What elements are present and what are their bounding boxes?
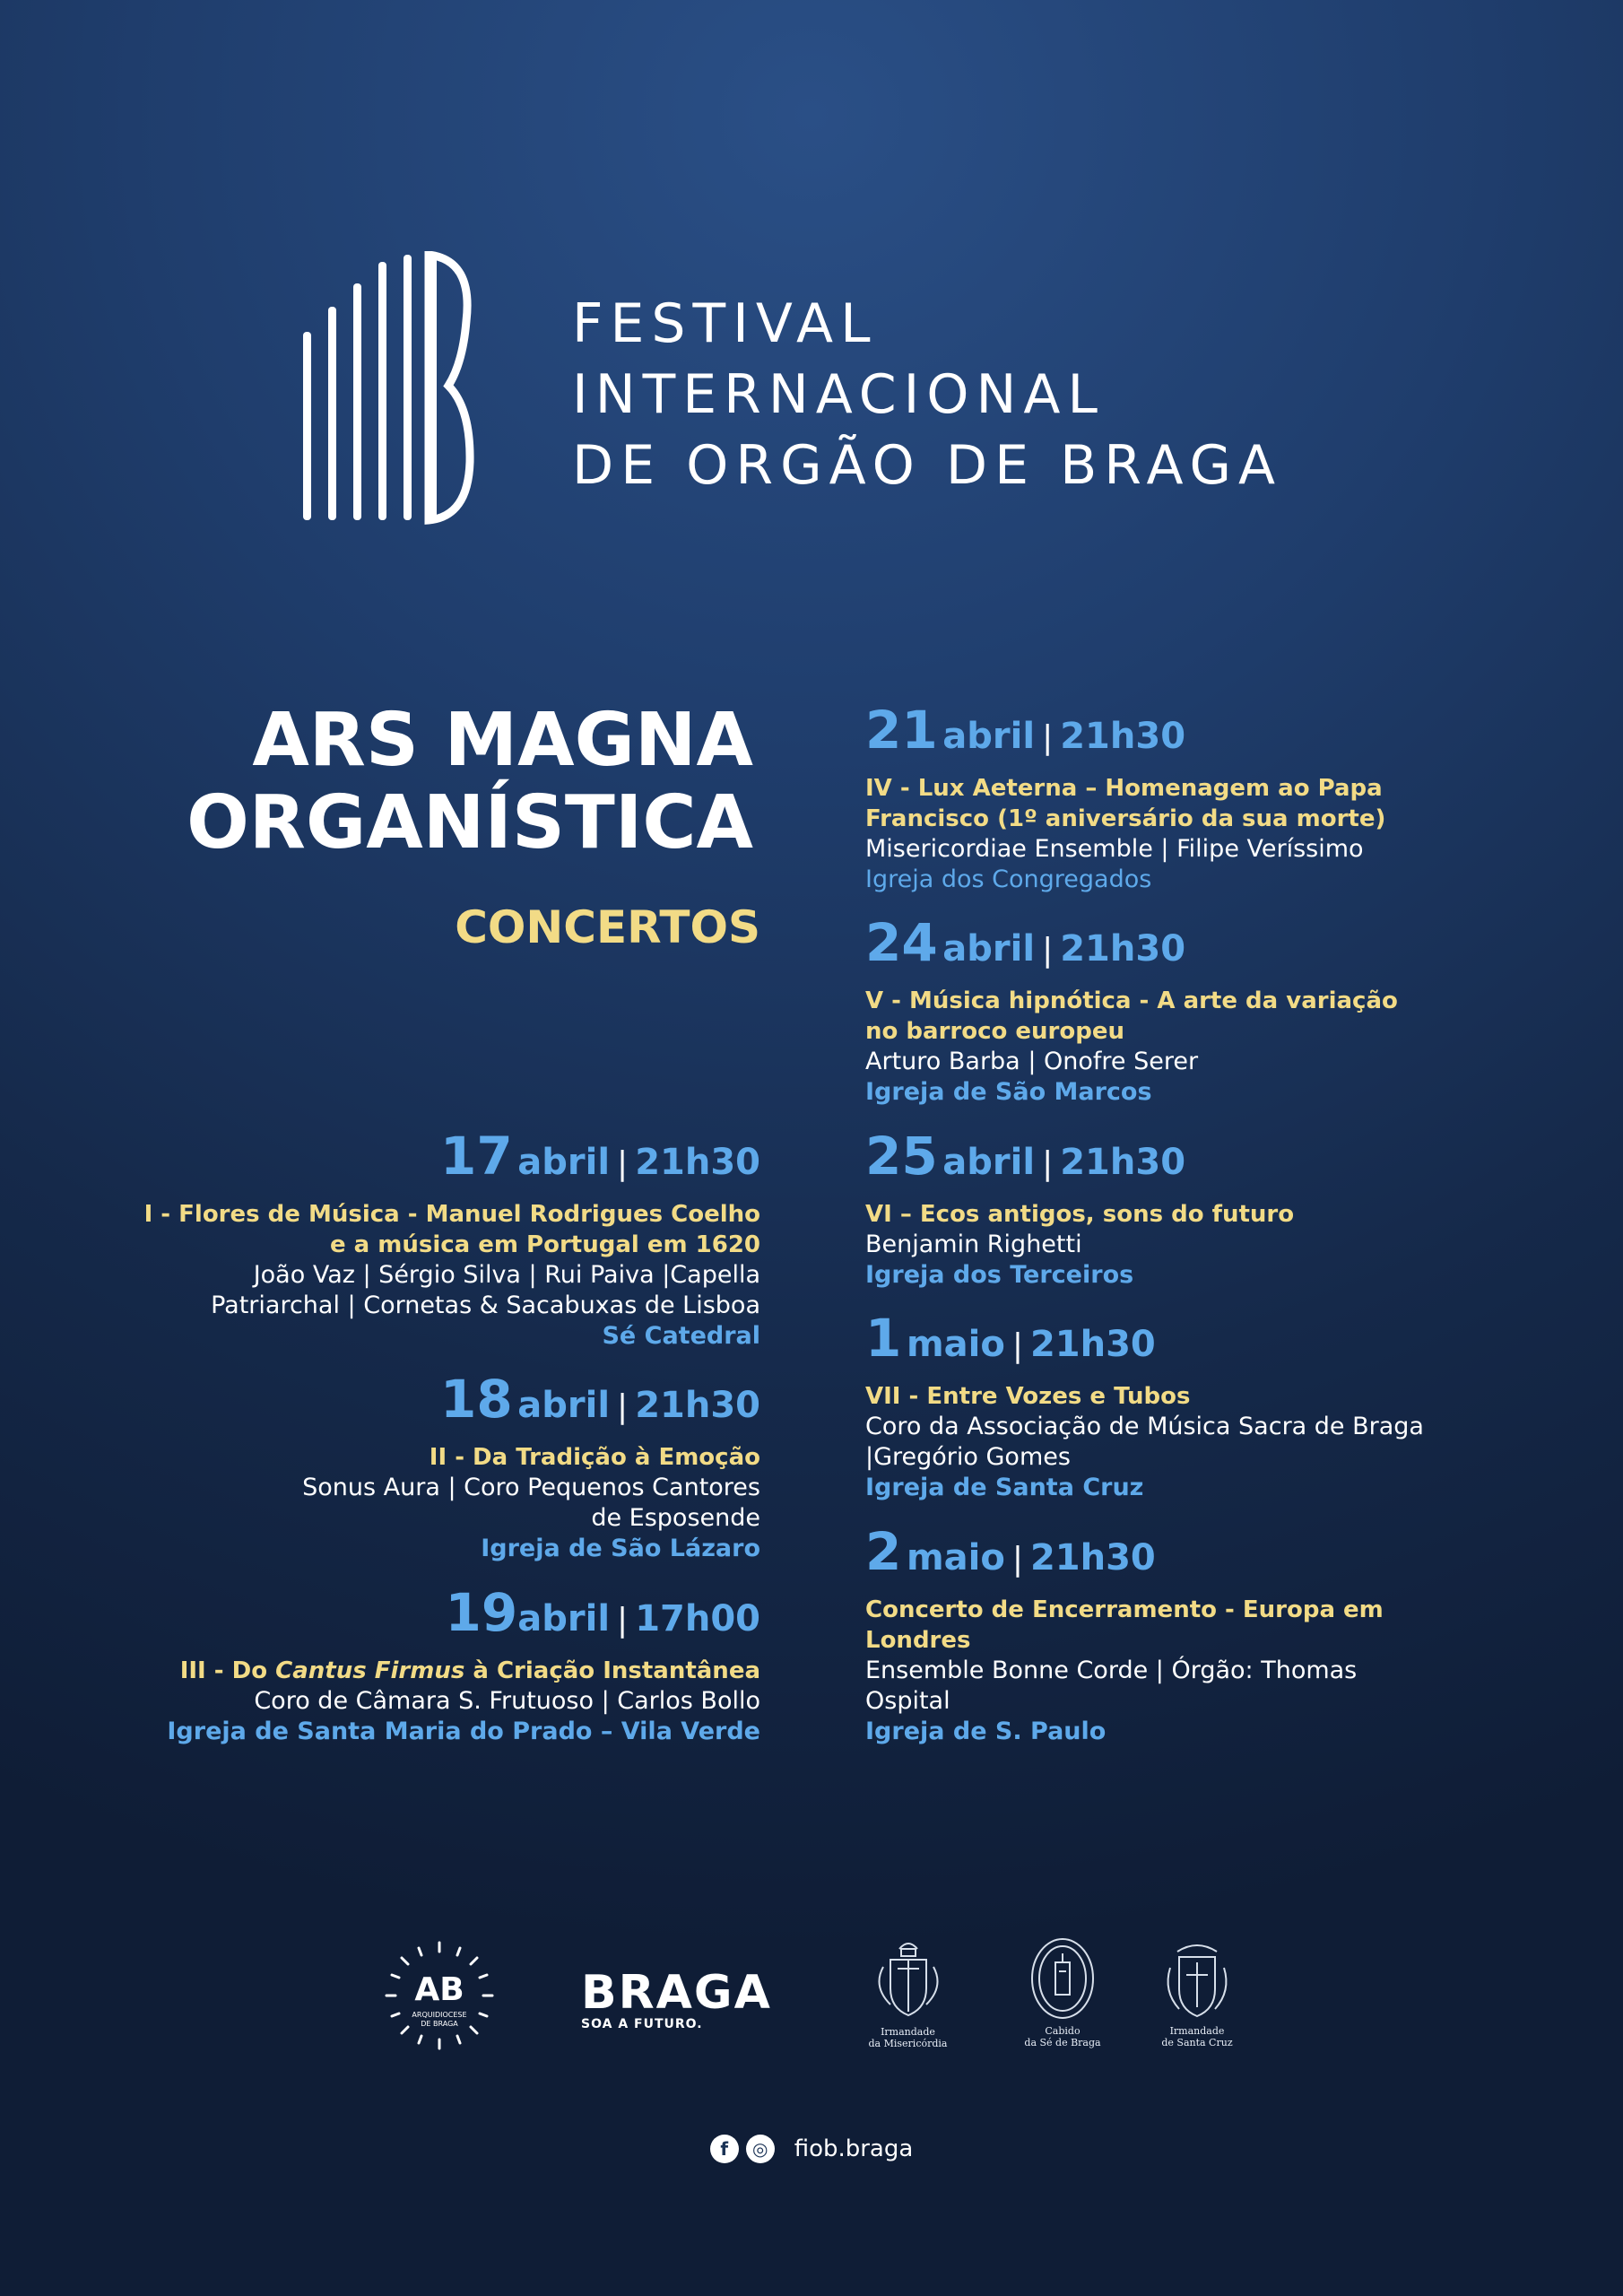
braga-wordmark: BRAGA: [581, 1966, 772, 2020]
concert-time: 17h00: [635, 1598, 760, 1639]
concert-venue: Igreja dos Congregados: [865, 865, 1152, 893]
concert-month: abril: [517, 1142, 611, 1183]
concert-title-line: Londres: [865, 1627, 971, 1654]
concert-performers: Misericordiae Ensemble | Filipe Veríssimo: [865, 835, 1364, 863]
concert-21-abril: [865, 700, 1385, 895]
cabido-logo: [1018, 1935, 1107, 2048]
concert-month: abril: [942, 1142, 1036, 1183]
concert-24-abril: [865, 913, 1398, 1108]
concert-venue: Sé Catedral: [602, 1322, 760, 1350]
arquidiocese-caption: ARQUIDIOCESE: [412, 2011, 467, 2019]
concert-performers: Ospital: [865, 1687, 950, 1715]
festival-title-line2: INTERNACIONAL: [572, 363, 1105, 426]
concert-time: 21h30: [1029, 1537, 1156, 1578]
concert-title-line: V - Música hipnótica - A arte da variação: [865, 987, 1398, 1014]
concert-day: 19: [445, 1582, 518, 1643]
santa-cruz-caption: Irmandade: [1169, 2025, 1225, 2037]
concert-title-line: III - Do Cantus Firmus à Criação Instantânea: [179, 1657, 760, 1684]
concert-17-abril: [144, 1126, 760, 1352]
concert-performers: de Esposende: [591, 1504, 760, 1532]
misericordia-caption: da Misericórdia: [868, 2038, 948, 2049]
concert-day: 24: [865, 912, 938, 973]
concert-day: 21: [865, 700, 938, 761]
concert-time: 21h30: [1060, 1142, 1186, 1183]
program-title: [187, 700, 753, 865]
concert-performers: Coro de Câmara S. Frutuoso | Carlos Bollo: [254, 1687, 760, 1715]
concert-month: abril: [942, 928, 1036, 970]
concert-time: 21h30: [635, 1385, 760, 1426]
arquidiocese-caption: DE BRAGA: [421, 2020, 458, 2028]
concert-time: 21h30: [635, 1142, 760, 1183]
santa-cruz-caption: de Santa Cruz: [1161, 2037, 1233, 2048]
concert-date: 18 abril | 21h30: [439, 1369, 760, 1430]
braga-logo: [581, 1966, 787, 2031]
concert-title-line: VI – Ecos antigos, sons do futuro: [865, 1201, 1295, 1228]
concert-performers: Ensemble Bonne Corde | Órgão: Thomas: [865, 1657, 1358, 1684]
concert-title-line: Concerto de Encerramento - Europa em: [865, 1596, 1384, 1623]
concert-2-maio: [865, 1522, 1384, 1747]
santa-cruz-logo: [1152, 1937, 1242, 2048]
social-links: [0, 2135, 1623, 2163]
braga-tagline: SOA A FUTURO.: [581, 2017, 703, 2031]
concert-25-abril: [865, 1126, 1294, 1291]
concert-day: 17: [439, 1126, 513, 1187]
concert-date: 19abril | 17h00: [445, 1582, 760, 1643]
concert-performers: |Gregório Gomes: [865, 1443, 1071, 1471]
concert-performers: Benjamin Righetti: [865, 1231, 1082, 1258]
program-subtitle: CONCERTOS: [455, 901, 760, 953]
concert-19-abril: [167, 1583, 760, 1747]
arquidiocese-logo: [381, 1937, 498, 2054]
concert-day: 25: [865, 1126, 938, 1187]
concert-venue: Igreja dos Terceiros: [865, 1261, 1134, 1289]
concert-performers: Patriarchal | Cornetas & Sacabuxas de Lisboa: [211, 1292, 760, 1319]
concert-title-line: I - Flores de Música - Manuel Rodrigues Coelho: [143, 1201, 760, 1228]
concert-18-abril: [302, 1370, 760, 1564]
concert-venue: Igreja de Santa Cruz: [865, 1474, 1144, 1501]
concert-performers: João Vaz | Sérgio Silva | Rui Paiva |Capella: [253, 1261, 760, 1289]
program-title-line1: ARS MAGNA: [252, 698, 753, 783]
concert-time: 21h30: [1060, 716, 1186, 757]
concert-date: 21 abril | 21h30: [865, 700, 1186, 761]
concert-date: 24 abril | 21h30: [865, 912, 1186, 973]
instagram-icon[interactable]: ◎: [746, 2135, 775, 2163]
cross-shield-icon: [1152, 1937, 1242, 2022]
concert-performers: Sonus Aura | Coro Pequenos Cantores: [302, 1474, 760, 1501]
concert-day: 1: [865, 1308, 902, 1369]
concert-month: abril: [517, 1385, 611, 1426]
concert-venue: Igreja de São Marcos: [865, 1078, 1152, 1106]
cabido-caption: Cabido: [1045, 2025, 1081, 2037]
concert-date: 1 maio | 21h30: [865, 1308, 1156, 1369]
concert-title-line: II - Da Tradição à Emoção: [429, 1444, 760, 1471]
concert-month: maio: [906, 1537, 1005, 1578]
concert-month: maio: [906, 1324, 1005, 1365]
arquidiocese-mark: AB: [414, 1971, 464, 2008]
concert-date: 17 abril | 21h30: [439, 1126, 760, 1187]
seal-icon: [1018, 1935, 1107, 2022]
concert-day: 18: [439, 1369, 513, 1430]
concert-performers: Arturo Barba | Onofre Serer: [865, 1048, 1199, 1075]
social-handle[interactable]: fiob.braga: [794, 2135, 914, 2162]
concert-day: 2: [865, 1521, 902, 1582]
concert-venue: Igreja de Santa Maria do Prado – Vila Verde: [167, 1718, 760, 1745]
concert-venue: Igreja de São Lázaro: [481, 1535, 760, 1562]
program-title-line2: ORGANÍSTICA: [187, 780, 753, 865]
concert-title-line: VII - Entre Vozes e Tubos: [865, 1383, 1191, 1410]
concert-date: 2 maio | 21h30: [865, 1521, 1156, 1582]
concert-venue: Igreja de S. Paulo: [865, 1718, 1107, 1745]
festival-title: [572, 289, 1282, 501]
festival-title-line1: FESTIVAL: [572, 292, 878, 355]
concert-title-line: no barroco europeu: [865, 1018, 1124, 1045]
festival-logo-icon: [296, 251, 475, 525]
facebook-icon[interactable]: f: [710, 2135, 739, 2163]
concert-date: 25 abril | 21h30: [865, 1126, 1186, 1187]
misericordia-caption: Irmandade: [881, 2026, 935, 2038]
cabido-caption: da Sé de Braga: [1024, 2037, 1101, 2048]
concert-time: 21h30: [1060, 928, 1186, 970]
concert-title-line: Francisco (1º aniversário da sua morte): [865, 805, 1386, 832]
coat-of-arms-icon: [864, 1933, 953, 2022]
misericordia-logo: [856, 1933, 959, 2049]
festival-title-line3: DE ORGÃO DE BRAGA: [572, 434, 1283, 497]
concert-month: abril: [517, 1598, 611, 1639]
concert-title-line: IV - Lux Aeterna – Homenagem ao Papa: [865, 775, 1383, 802]
concert-month: abril: [942, 716, 1036, 757]
concert-title-line: e a música em Portugal em 1620: [330, 1231, 760, 1258]
concert-time: 21h30: [1029, 1324, 1156, 1365]
concert-title-italic: Cantus Firmus: [275, 1657, 465, 1684]
concert-1-maio: [865, 1309, 1424, 1503]
concert-performers: Coro da Associação de Música Sacra de Braga: [865, 1413, 1424, 1440]
